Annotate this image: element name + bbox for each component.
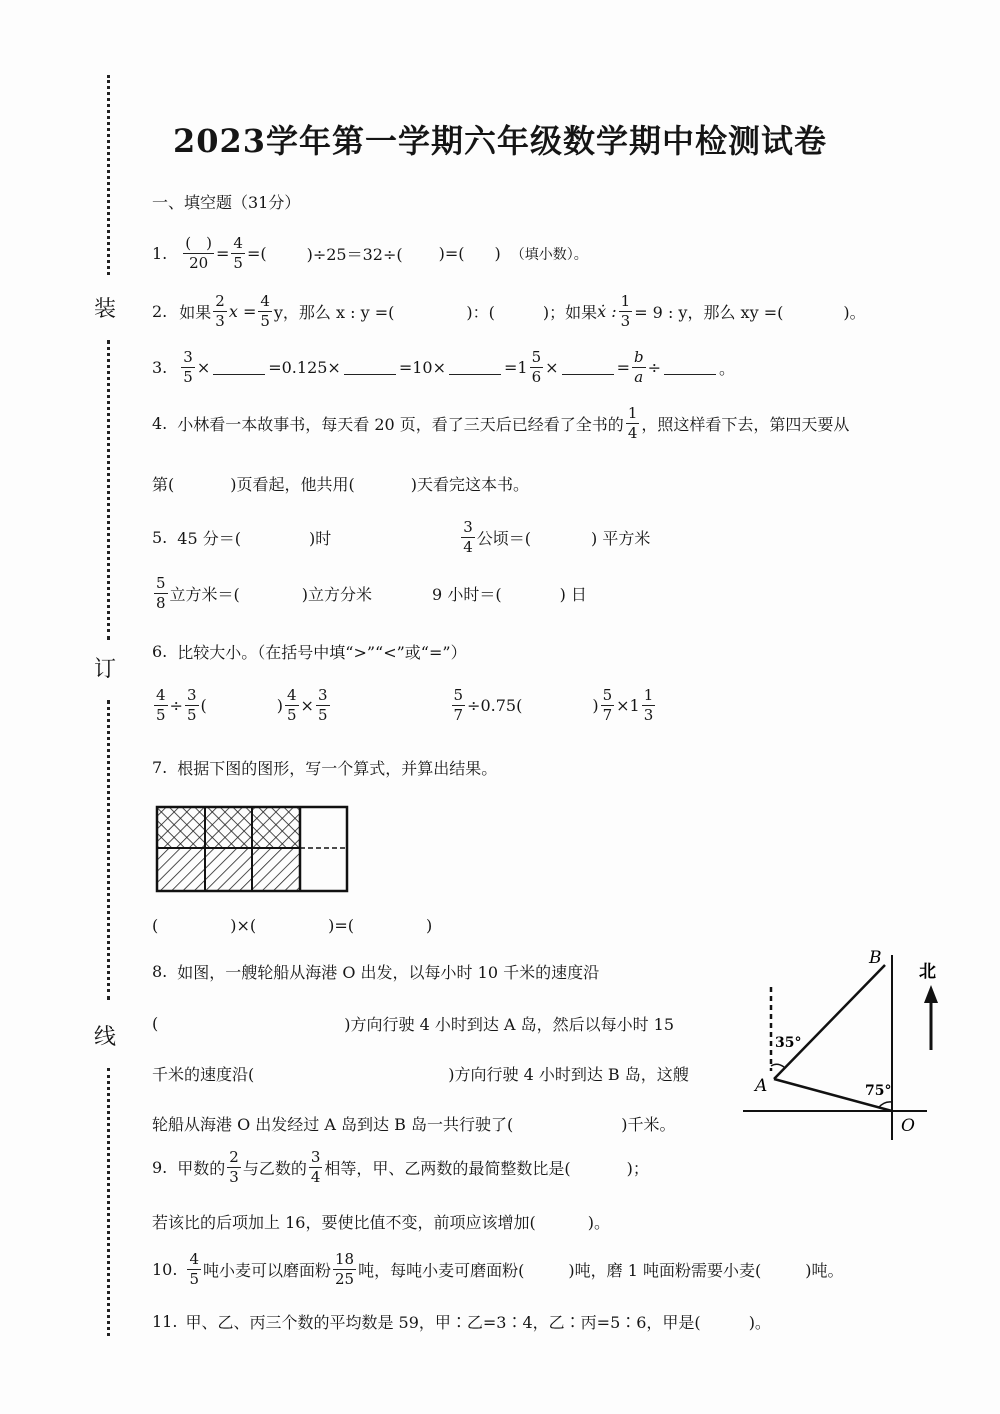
text: ) bbox=[494, 244, 501, 263]
fraction bbox=[626, 406, 640, 441]
binding-mark-zhuang: 装 bbox=[94, 297, 117, 322]
text: )：( bbox=[466, 303, 495, 322]
text: 如图，一艘轮船从海港 O 出发，以每小时 10 千米的速度沿 bbox=[177, 963, 600, 982]
text: 甲数的 bbox=[177, 1159, 226, 1178]
text: 9 小时＝( bbox=[432, 585, 502, 604]
text: )天看完这本书。 bbox=[410, 475, 529, 494]
text: × bbox=[196, 358, 211, 377]
denominator: 4 bbox=[627, 424, 638, 442]
numerator: 18 bbox=[335, 1250, 355, 1268]
denominator: a bbox=[634, 368, 644, 386]
text: × bbox=[545, 358, 559, 377]
text: 小林看一本故事书，每天看 20 页，看了三天后已经看了全书的 bbox=[177, 415, 624, 434]
denominator: 5 bbox=[189, 1270, 199, 1288]
text: 吨小麦可以磨面粉 bbox=[203, 1261, 332, 1280]
binding-mark-xian: 线 bbox=[94, 1025, 117, 1050]
text: = bbox=[616, 358, 630, 377]
text: )方向行驶 4 小时到达 A 岛，然后以每小时 15 bbox=[344, 1015, 675, 1034]
binding-dotted-line bbox=[107, 340, 110, 640]
question-1 bbox=[152, 236, 588, 271]
denominator: 3 bbox=[620, 312, 631, 330]
text: 吨，每吨小麦可磨面粉( bbox=[358, 1261, 525, 1280]
text: ) bbox=[592, 696, 599, 715]
text: 公顷＝( bbox=[476, 529, 532, 548]
text: = bbox=[215, 244, 230, 263]
denominator: 5 bbox=[233, 254, 243, 272]
q-number: 1. bbox=[152, 244, 168, 263]
text: ，照这样看下去，第四天要从 bbox=[641, 415, 850, 434]
binding-dotted-line bbox=[107, 700, 110, 1000]
question-3 bbox=[152, 350, 735, 385]
question-8-line-3 bbox=[152, 1062, 689, 1085]
numerator: ( ) bbox=[185, 234, 212, 252]
q-number: 9. bbox=[152, 1158, 168, 1177]
text: 45 分＝( bbox=[177, 529, 241, 548]
answer-blank[interactable] bbox=[344, 360, 396, 375]
q-number: 2. bbox=[152, 302, 168, 321]
question-6-compare bbox=[152, 688, 657, 723]
angle-o-label: 75° bbox=[865, 1083, 892, 1099]
fraction bbox=[187, 1252, 201, 1287]
text: ÷ bbox=[647, 358, 661, 377]
question-5-line-2 bbox=[152, 576, 587, 611]
answer-blank[interactable] bbox=[664, 360, 716, 375]
fraction bbox=[309, 1150, 323, 1185]
text: )时 bbox=[308, 529, 332, 548]
numerator: 1 bbox=[627, 404, 638, 422]
question-4-line-2 bbox=[152, 472, 529, 495]
answer-blank[interactable] bbox=[213, 360, 265, 375]
denominator: 25 bbox=[335, 1270, 355, 1288]
denominator: 7 bbox=[453, 706, 464, 724]
binding-mark-ding: 订 bbox=[94, 657, 117, 682]
section-heading bbox=[152, 190, 300, 213]
text: ÷0.75( bbox=[467, 696, 523, 715]
q-number: 5. bbox=[152, 528, 168, 547]
fraction bbox=[285, 688, 299, 723]
numerator: 4 bbox=[233, 234, 243, 252]
north-arrow-icon bbox=[924, 985, 938, 1003]
numerator: 4 bbox=[287, 686, 297, 704]
answer-blank[interactable] bbox=[449, 360, 501, 375]
numerator: 4 bbox=[260, 292, 270, 310]
numerator: b bbox=[633, 348, 644, 366]
question-9 bbox=[152, 1150, 649, 1185]
diagonal-hatch-region bbox=[157, 848, 300, 891]
fraction bbox=[601, 688, 615, 723]
question-7-answer bbox=[152, 916, 432, 935]
numerator: 3 bbox=[183, 348, 193, 366]
text: )。 bbox=[748, 1313, 771, 1332]
denominator: 6 bbox=[531, 368, 542, 386]
text: ) 日 bbox=[559, 585, 587, 604]
denominator: 4 bbox=[463, 538, 473, 556]
denominator: 5 bbox=[260, 312, 270, 330]
text: )×( bbox=[230, 916, 257, 935]
page-title: 2023学年第一学期六年级数学期中检测试卷 bbox=[172, 122, 828, 160]
text: 若该比的后项加上 16，要使比值不变，前项应该增加( bbox=[152, 1213, 536, 1232]
text: 根据下图的图形，写一个算式，并算出结果。 bbox=[177, 759, 498, 778]
numerator: 3 bbox=[317, 686, 328, 704]
numerator: 5 bbox=[531, 348, 542, 366]
numerator: 2 bbox=[215, 292, 225, 310]
text: = 9 : y，那么 xy =( bbox=[634, 303, 784, 322]
text: )吨。 bbox=[805, 1261, 844, 1280]
text: ( bbox=[200, 696, 207, 715]
numerator: 5 bbox=[602, 686, 613, 704]
fraction bbox=[231, 236, 245, 271]
q-number: 7. bbox=[152, 758, 168, 777]
question-10 bbox=[152, 1252, 843, 1287]
question-9-line-2 bbox=[152, 1210, 610, 1233]
text: ( bbox=[152, 916, 159, 935]
numerator: 3 bbox=[310, 1148, 321, 1166]
text: × bbox=[300, 696, 314, 715]
fraction bbox=[154, 688, 168, 723]
text: ) bbox=[426, 916, 433, 935]
text: =0.125× bbox=[268, 358, 341, 377]
text: 第( bbox=[152, 475, 175, 494]
denominator: 5 bbox=[287, 706, 297, 724]
text: )÷25＝32÷( bbox=[306, 245, 403, 264]
text: （填小数）。 bbox=[510, 246, 588, 263]
crosshatch-region bbox=[157, 807, 300, 848]
denominator: 5 bbox=[317, 706, 328, 724]
point-b-label: B bbox=[869, 948, 882, 968]
numerator: 3 bbox=[463, 518, 473, 536]
text: 比较大小。（在括号中填“>”“<”或“=”） bbox=[177, 643, 467, 662]
denominator: 5 bbox=[183, 368, 193, 386]
question-11 bbox=[152, 1310, 771, 1333]
fraction-area-diagram bbox=[155, 805, 350, 895]
question-2 bbox=[152, 294, 866, 329]
binding-dotted-line bbox=[107, 75, 110, 275]
text: )吨，磨 1 吨面粉需要小麦( bbox=[568, 1261, 762, 1280]
text: x = bbox=[228, 302, 257, 321]
bearing-diagram bbox=[735, 945, 945, 1140]
fraction bbox=[227, 1150, 241, 1185]
text: ( bbox=[152, 1014, 159, 1033]
question-7 bbox=[152, 756, 497, 779]
text: )=( bbox=[328, 916, 355, 935]
denominator: 5 bbox=[156, 706, 166, 724]
point-a-label: A bbox=[755, 1076, 768, 1096]
text: 。 bbox=[718, 359, 735, 378]
text: )=( bbox=[438, 244, 465, 263]
q-number: 6. bbox=[152, 642, 168, 661]
question-8-line-2 bbox=[152, 1012, 674, 1035]
text: =( bbox=[246, 244, 267, 263]
denominator: 3 bbox=[215, 312, 225, 330]
answer-blank[interactable] bbox=[562, 360, 614, 375]
text: ẋ : bbox=[597, 302, 617, 321]
denominator: 5 bbox=[186, 706, 197, 724]
fraction bbox=[183, 236, 214, 271]
fraction bbox=[213, 294, 227, 329]
section-heading-text: 一、填空题（31分） bbox=[152, 193, 301, 212]
question-5 bbox=[152, 520, 650, 555]
angle-a-label: 35° bbox=[775, 1035, 802, 1051]
fraction bbox=[530, 350, 544, 385]
q-number: 4. bbox=[152, 414, 168, 433]
fraction bbox=[619, 294, 633, 329]
q-number: 8. bbox=[152, 962, 168, 981]
text: =10× bbox=[398, 358, 447, 377]
text: 立方米＝( bbox=[169, 585, 240, 604]
question-4 bbox=[152, 406, 849, 441]
text: ×1 bbox=[616, 696, 640, 715]
text: )；如果 bbox=[542, 303, 598, 322]
fraction bbox=[258, 294, 272, 329]
numerator: 4 bbox=[156, 686, 166, 704]
text: 千米的速度沿( bbox=[152, 1065, 255, 1084]
denominator: 20 bbox=[189, 254, 209, 272]
q-number: 3. bbox=[152, 358, 168, 377]
text: y，那么 x : y =( bbox=[273, 303, 395, 322]
fraction bbox=[185, 688, 199, 723]
text: =1 bbox=[504, 358, 528, 377]
text: )立方分米 bbox=[301, 585, 373, 604]
fraction bbox=[181, 350, 195, 385]
question-8 bbox=[152, 960, 599, 983]
text: )； bbox=[626, 1159, 649, 1178]
text: )。 bbox=[843, 303, 866, 322]
binding-dotted-line bbox=[107, 1068, 110, 1336]
text: 如果 bbox=[179, 303, 212, 322]
text: 甲、乙、丙三个数的平均数是 59，甲∶乙=3∶4，乙∶丙=5∶6，甲是( bbox=[185, 1313, 701, 1332]
text: )页看起，他共用( bbox=[230, 475, 355, 494]
fraction bbox=[316, 688, 330, 723]
denominator: 7 bbox=[602, 706, 613, 724]
numerator: 1 bbox=[643, 686, 654, 704]
q-number: 10. bbox=[152, 1260, 178, 1279]
text: 相等，甲、乙两数的最简整数比是( bbox=[324, 1159, 571, 1178]
text: )千米。 bbox=[621, 1115, 676, 1134]
numerator: 3 bbox=[186, 686, 197, 704]
fraction bbox=[642, 688, 656, 723]
numerator: 2 bbox=[229, 1148, 239, 1166]
text: )。 bbox=[587, 1213, 610, 1232]
text: ÷ bbox=[169, 696, 183, 715]
fraction bbox=[452, 688, 466, 723]
text: ) 平方米 bbox=[591, 529, 651, 548]
numerator: 1 bbox=[620, 292, 631, 310]
text: )方向行驶 4 小时到达 B 岛，这艘 bbox=[448, 1065, 689, 1084]
numerator: 5 bbox=[156, 574, 166, 592]
numerator: 5 bbox=[453, 686, 464, 704]
text: 与乙数的 bbox=[242, 1159, 307, 1178]
denominator: 3 bbox=[643, 706, 654, 724]
denominator: 4 bbox=[310, 1168, 321, 1186]
fraction bbox=[154, 576, 168, 611]
point-o-label: O bbox=[901, 1116, 915, 1136]
numerator: 4 bbox=[189, 1250, 199, 1268]
question-6 bbox=[152, 640, 467, 663]
north-label: 北 bbox=[919, 962, 936, 982]
fraction bbox=[461, 520, 475, 555]
q-number: 11. bbox=[152, 1312, 178, 1331]
question-8-line-4 bbox=[152, 1112, 675, 1135]
denominator: 8 bbox=[156, 594, 166, 612]
denominator: 3 bbox=[229, 1168, 239, 1186]
text: 轮船从海港 O 出发经过 A 岛到达 B 岛一共行驶了( bbox=[152, 1115, 514, 1134]
fraction bbox=[333, 1252, 356, 1287]
fraction bbox=[632, 350, 646, 385]
text: ) bbox=[276, 696, 283, 715]
